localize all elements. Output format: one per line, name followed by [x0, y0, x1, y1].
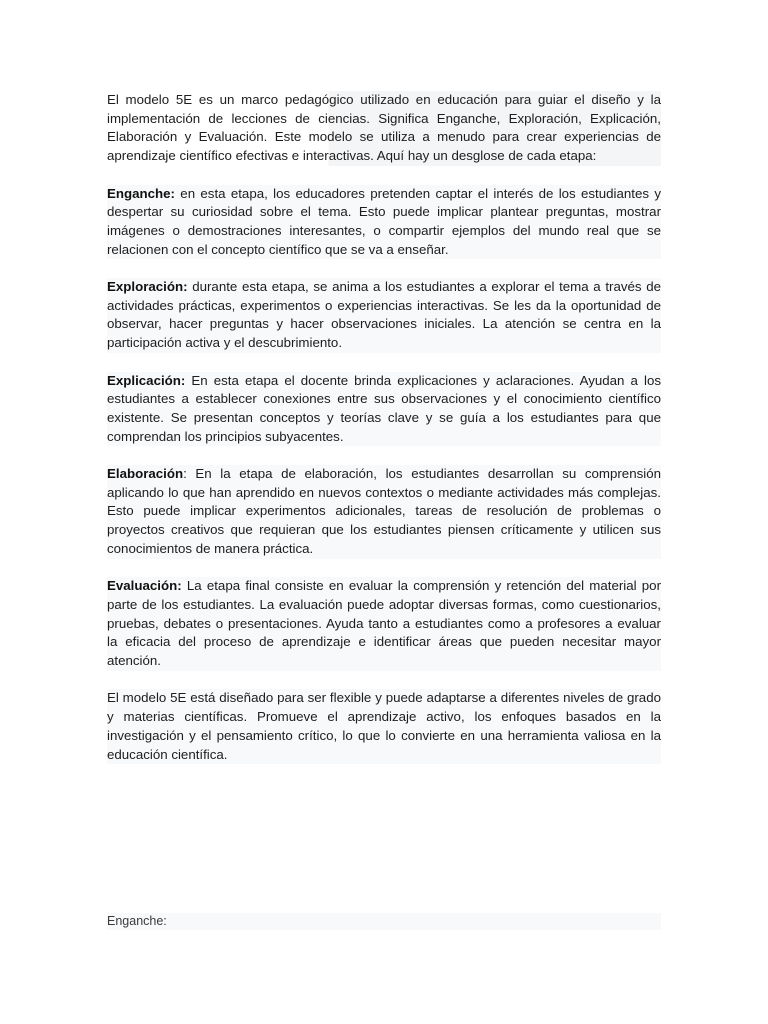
stage-paragraph-elaboracion [107, 465, 661, 559]
stage-term: Elaboración [107, 466, 184, 481]
conclusion-paragraph: El modelo 5E está diseñado para ser flexible y puede adaptarse a diferentes niveles de grado y materias científicas. Promueve el aprendizaje activo, los enfoques basados en la investigación y el pensamiento crítico, lo que lo convierte en una herramienta valiosa en la educación científica. [107, 689, 661, 764]
intro-paragraph: El modelo 5E es un marco pedagógico utilizado en educación para guiar el diseño y la implementación de lecciones de ciencias. Significa Enganche, Exploración, Explicación, Elaboración y Evaluación. Este modelo se utiliza a menudo para crear experiencias de aprendizaje científico efectivas e interactivas. Aquí hay un desglose de cada etapa: [107, 91, 661, 166]
stage-text: : En la etapa de elaboración, los estudiantes desarrollan su comprensión aplicando lo que han aprendido en nuevos contextos o mediante actividades más complejas. Esto puede implicar experimentos adicionales, tareas de resolución de problemas o proyectos creativos que requieran que los estudiantes piensen críticamente y utilicen sus conocimientos de manera práctica. [107, 466, 661, 556]
footer-label: Enganche: [107, 913, 661, 930]
stage-paragraph-enganche [107, 185, 661, 260]
stage-text: en esta etapa, los educadores pretenden captar el interés de los estudiantes y despertar su curiosidad sobre el tema. Esto puede implicar plantear preguntas, mostrar imágenes o demostraciones interesantes, o compartir ejemplos del mundo real que se relacionen con el concepto científico que se va a enseñar. [107, 185, 661, 257]
stage-paragraph-explicacion [107, 372, 661, 447]
stage-term: Explicación: [107, 372, 186, 388]
stage-paragraph-evaluacion [107, 577, 661, 671]
document-body [107, 91, 661, 783]
stage-text: La etapa final consiste en evaluar la comprensión y retención del material por parte de los estudiantes. La evaluación puede adoptar diversas formas, como cuestionarios, pruebas, debates o presentaciones. Ayuda tanto a estudiantes como a profesores a evaluar la eficacia del proceso de aprendizaje e identificar áreas que pueden necesitar mayor atención. [107, 578, 661, 669]
stage-term: Enganche: [107, 185, 175, 201]
stage-paragraph-exploracion [107, 278, 661, 353]
stage-text: En esta etapa el docente brinda explicaciones y aclaraciones. Ayudan a los estudiantes a establecer conexiones entre sus observaciones y el conocimiento científico existente. Se presentan conceptos y teorías clave y se guía a los estudiantes para que comprendan los principios subyacentes. [107, 372, 661, 444]
stage-term: Evaluación: [107, 578, 182, 594]
stage-text: durante esta etapa, se anima a los estudiantes a explorar el tema a través de actividades prácticas, experimentos o experiencias interactivas. Se les da la oportunidad de observar, hacer preguntas y hacer observaciones iniciales. La atención se centra en la participación activa y el descubrimiento. [107, 279, 661, 351]
stage-term: Exploración: [107, 279, 188, 294]
